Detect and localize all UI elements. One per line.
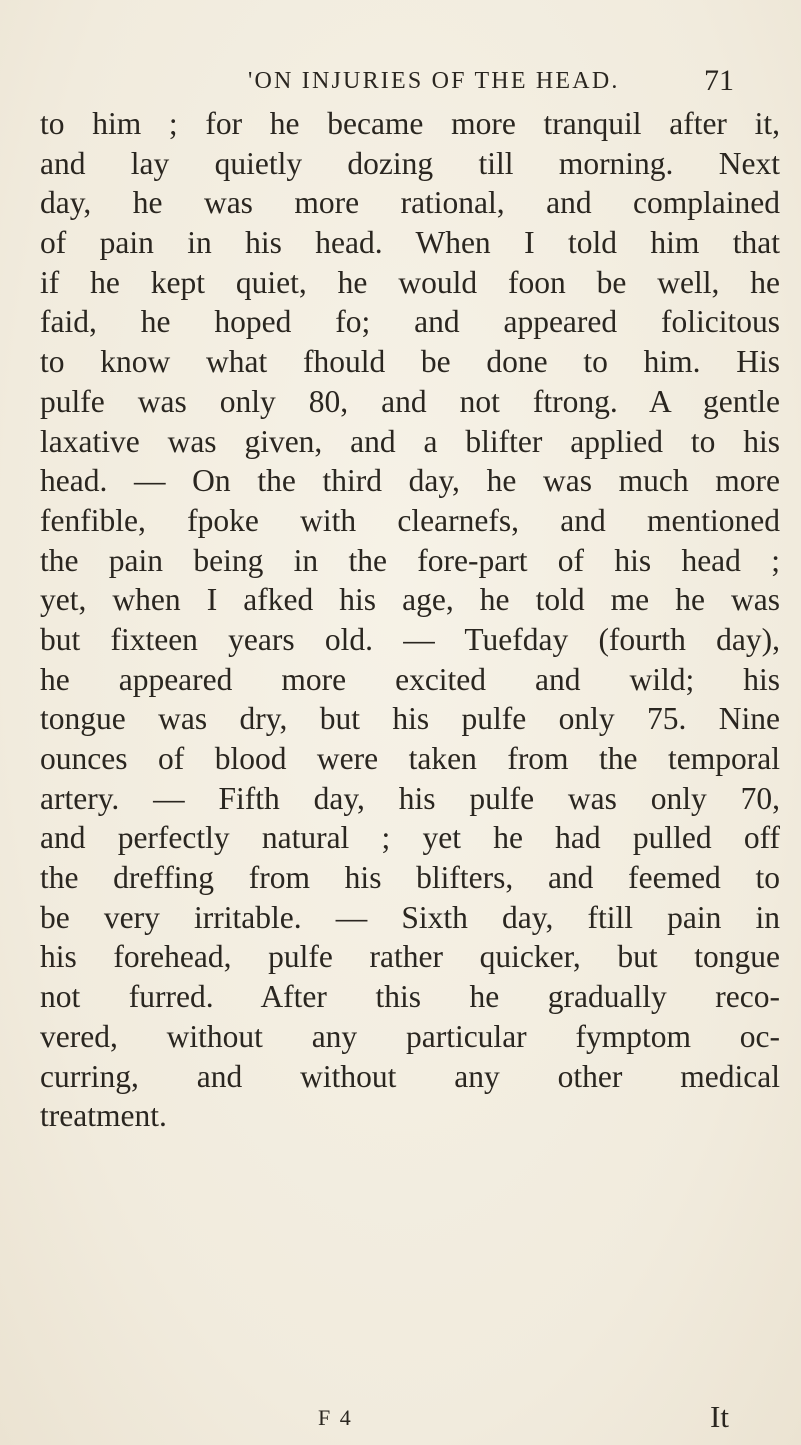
text-line: artery. — Fifth day, his pulfe was only 70,	[40, 780, 780, 816]
catchword: It	[710, 1399, 729, 1434]
text-line: to him ; for he became more tranquil after it,	[40, 106, 780, 141]
text-line: fenfible, fpoke with clearnefs, and mentioned	[40, 502, 780, 538]
text-line: of pain in his head. When I told him that	[40, 225, 780, 261]
text-line: treatment.	[40, 1098, 167, 1134]
page-footer	[0, 1399, 801, 1439]
text-line: and lay quietly dozing till morning. Next	[40, 145, 780, 181]
body-text	[40, 104, 780, 1136]
text-line: faid, he hoped fo; and appeared folicitous	[40, 304, 780, 340]
text-line: to know what fhould be done to him. His	[40, 344, 780, 380]
text-line: pulfe was only 80, and not ftrong. A gentle	[40, 383, 780, 419]
text-line: his forehead, pulfe rather quicker, but tongue	[40, 939, 780, 975]
text-line: curring, and without any other medical	[40, 1058, 780, 1094]
running-head: 'ON INJURIES OF THE HEAD.	[248, 68, 620, 94]
page-header	[248, 64, 768, 104]
text-line: laxative was given, and a blifter applied to his	[40, 423, 780, 459]
page-number: 71	[704, 64, 734, 97]
text-line: yet, when I afked his age, he told me he was	[40, 582, 780, 618]
text-line: be very irritable. — Sixth day, ftill pain in	[40, 899, 780, 935]
text-line: ounces of blood were taken from the temporal	[40, 741, 780, 776]
text-line: head. — On the third day, he was much more	[40, 463, 780, 499]
text-line: day, he was more rational, and complained	[40, 185, 780, 221]
text-line: if he kept quiet, he would foon be well, he	[40, 264, 780, 300]
text-line: not furred. After this he gradually reco-	[40, 979, 780, 1015]
signature-mark: F 4	[318, 1405, 353, 1430]
text-line: he appeared more excited and wild; his	[40, 661, 780, 697]
text-line: vered, without any particular fymptom oc-	[40, 1018, 780, 1054]
text-line: tongue was dry, but his pulfe only 75. Nine	[40, 701, 780, 737]
text-line: the dreffing from his blifters, and feemed to	[40, 860, 780, 896]
text-line: but fixteen years old. — Tuefday (fourth day),	[40, 621, 780, 657]
text-line: and perfectly natural ; yet he had pulled off	[40, 820, 780, 856]
text-line: the pain being in the fore-part of his head ;	[40, 542, 780, 578]
